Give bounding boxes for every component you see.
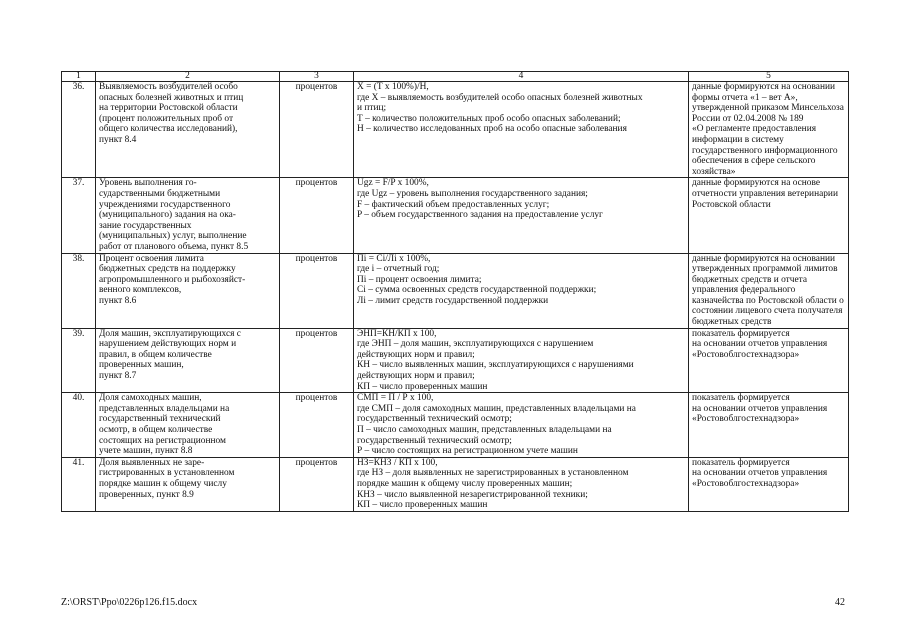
text-line: (процент положительных проб от	[99, 113, 234, 124]
text-line: Х = (Т х 100%)/Н,	[357, 82, 429, 92]
text-line: КНЗ – число выявленной незарегистрированной техники;	[357, 489, 588, 500]
table-row	[62, 393, 849, 458]
text-line: Н – количество исследованных проб на особо опасные заболевания	[357, 124, 627, 135]
text-line: казначейства по Ростовской области о	[692, 295, 844, 306]
text-line: учете машин, пункт 8.8	[99, 446, 193, 457]
text-line: Ugz = F/P x 100%,	[357, 178, 429, 189]
table-header-row	[62, 72, 849, 82]
text-line: государственный технический	[99, 414, 221, 425]
unit-of-measure: процентов	[280, 393, 354, 458]
row-number: 36.	[62, 82, 96, 178]
text-line: Лi – лимит средств государственной поддержки	[357, 295, 549, 306]
text-line: P – объем государственного задания на предоставление услуг	[357, 210, 603, 221]
text-line: действующих норм и правил;	[357, 371, 475, 382]
text-line: (муниципального) задания на ока-	[99, 210, 236, 221]
text-line: Выявляемость возбудителей особо	[99, 82, 238, 92]
text-line: «О регламенте предоставления	[692, 124, 817, 135]
calculation-formula	[354, 328, 689, 393]
header-cell: 1	[62, 72, 96, 82]
unit-of-measure: процентов	[280, 253, 354, 328]
text-line: где Ugz – уровень выполнения государственного задания;	[357, 188, 588, 199]
text-line: агропромышленного и рыбохозяйст-	[99, 274, 246, 285]
text-line: государственного информационного	[692, 145, 838, 156]
calculation-formula	[354, 393, 689, 458]
table-row	[62, 328, 849, 393]
calculation-formula	[354, 178, 689, 253]
indicator-name	[96, 393, 280, 458]
data-source	[689, 328, 849, 393]
text-line: на основании отчетов управления	[692, 403, 828, 414]
text-line: действующих норм и правил;	[357, 349, 475, 360]
indicator-name	[96, 253, 280, 328]
text-line: П – число самоходных машин, представленных владельцами на	[357, 425, 612, 435]
text-line: учреждениями государственного	[99, 199, 231, 210]
indicator-name	[96, 328, 280, 393]
text-line: бюджетных средств	[692, 317, 772, 328]
text-line: где СМП – доля самоходных машин, представленных владельцами на	[357, 403, 636, 414]
text-line: гистрированных в установленном	[99, 468, 235, 479]
text-line: где Х – выявляемость возбудителей особо опасных болезней животных	[357, 92, 643, 103]
text-line: венного комплексов,	[99, 285, 182, 296]
text-line: осмотр, в общем количестве	[99, 425, 213, 435]
row-number: 39.	[62, 328, 96, 393]
text-line: проверенных, пункт 8.9	[99, 489, 194, 500]
text-line: показатель формируется	[692, 457, 790, 468]
text-line: F – фактический объем предоставленных услуг;	[357, 199, 550, 210]
text-line: где НЗ – доля выявленных не зарегистрированных в установленном	[357, 468, 629, 479]
text-line: России от 02.04.2008 № 189	[692, 113, 804, 124]
footer-file-path: Z:\ORST\Ppo\0226p126.f15.docx	[61, 597, 198, 608]
data-source	[689, 393, 849, 458]
text-line: зание государственных	[99, 220, 192, 231]
text-line: Пi – процент освоения лимита;	[357, 274, 482, 285]
text-line: Уровень выполнения го-	[99, 178, 197, 189]
indicator-name	[96, 457, 280, 511]
text-line: Доля выявленных не заре-	[99, 457, 205, 468]
text-line: пункт 8.6	[99, 295, 137, 306]
header-cell: 3	[280, 72, 354, 82]
text-line: Сi – сумма освоенных средств государственной поддержки;	[357, 285, 597, 296]
table-row	[62, 457, 849, 511]
text-line: Доля машин, эксплуатирующихся с	[99, 328, 241, 339]
text-line: пункт 8.7	[99, 371, 137, 382]
footer-page-number: 42	[835, 597, 845, 608]
text-line: представленных владельцами на	[99, 403, 230, 414]
data-source	[689, 82, 849, 178]
text-line: Т – количество положительных проб особо опасных заболеваний;	[357, 113, 621, 124]
text-line: отчетности управления ветеринарии	[692, 188, 838, 199]
table-row	[62, 82, 849, 178]
text-line: НЗ=КНЗ / КП х 100,	[357, 457, 438, 468]
row-number: 38.	[62, 253, 96, 328]
text-line: опасных болезней животных и птиц	[99, 92, 244, 103]
text-line: пункт 8.4	[99, 134, 137, 145]
text-line: где i – отчетный год;	[357, 264, 440, 275]
text-line: КП – число проверенных машин	[357, 381, 488, 392]
header-cell: 4	[354, 72, 689, 82]
text-line: бюджетных средств на поддержку	[99, 264, 236, 275]
text-line: проверенных машин,	[99, 360, 184, 371]
text-line: обеспечения в сфере сельского	[692, 156, 816, 167]
data-source	[689, 457, 849, 511]
text-line: «Ростовоблгостехнадзора»	[692, 414, 800, 425]
text-line: Пi = Сi/Лi х 100%,	[357, 253, 431, 264]
text-line: порядке машин к общему числу проверенных машин;	[357, 478, 573, 489]
data-source	[689, 253, 849, 328]
text-line: Процент освоения лимита	[99, 253, 204, 264]
text-line: хозяйства»	[692, 166, 736, 177]
row-number: 37.	[62, 178, 96, 253]
text-line: сударственными бюджетными	[99, 188, 221, 199]
unit-of-measure: процентов	[280, 178, 354, 253]
text-line: показатель формируется	[692, 328, 790, 339]
text-line: и птиц;	[357, 103, 387, 114]
text-line: «Ростовоблгостехнадзора»	[692, 478, 800, 489]
text-line: Доля самоходных машин,	[99, 393, 202, 404]
text-line: ЭНП=КН/КП х 100,	[357, 328, 437, 339]
text-line: данные формируются на основании	[692, 82, 836, 92]
text-line: «Ростовоблгостехнадзора»	[692, 349, 800, 360]
text-line: формы отчета «1 – вет А»,	[692, 92, 798, 103]
text-line: КП – число проверенных машин	[357, 500, 488, 511]
text-line: данные формируются на основе	[692, 178, 821, 189]
text-line: работ от планового объема, пункт 8.5	[99, 241, 249, 252]
header-cell: 5	[689, 72, 849, 82]
row-number: 41.	[62, 457, 96, 511]
text-line: данные формируются на основании	[692, 253, 836, 264]
text-line: где ЭНП – доля машин, эксплуатирующихся с нарушением	[357, 339, 594, 350]
table-row	[62, 253, 849, 328]
text-line: состоящих на регистрационном	[99, 435, 226, 446]
indicator-name	[96, 82, 280, 178]
calculation-formula	[354, 457, 689, 511]
text-line: СМП = П / Р х 100,	[357, 393, 434, 404]
text-line: на территории Ростовской области	[99, 103, 238, 114]
indicator-name	[96, 178, 280, 253]
unit-of-measure: процентов	[280, 457, 354, 511]
text-line: КН – число выявленных машин, эксплуатирующихся с нарушениями	[357, 360, 634, 371]
unit-of-measure: процентов	[280, 328, 354, 393]
text-line: порядке машин к общему числу	[99, 478, 227, 489]
header-cell: 2	[96, 72, 280, 82]
row-number: 40.	[62, 393, 96, 458]
text-line: на основании отчетов управления	[692, 468, 828, 479]
text-line: информации в систему	[692, 134, 784, 145]
calculation-formula	[354, 253, 689, 328]
text-line: утвержденной приказом Минсельхоза	[692, 103, 844, 114]
table-row	[62, 178, 849, 253]
text-line: бюджетных средств и отчета	[692, 274, 807, 285]
text-line: общего количества исследований),	[99, 124, 238, 135]
calculation-formula	[354, 82, 689, 178]
text-line: показатель формируется	[692, 393, 790, 404]
text-line: нарушением действующих норм и	[99, 339, 237, 350]
text-line: государственный технический осмотр;	[357, 414, 512, 425]
text-line: управления федерального	[692, 285, 796, 296]
text-line: утвержденных программой лимитов	[692, 264, 838, 275]
indicators-table	[61, 71, 849, 512]
text-line: Ростовской области	[692, 199, 771, 210]
text-line: (муниципальных) услуг, выполнение	[99, 231, 247, 242]
data-source	[689, 178, 849, 253]
text-line: состоянии лицевого счета получателя	[692, 306, 843, 317]
text-line: правил, в общем количестве	[99, 349, 212, 360]
text-line: на основании отчетов управления	[692, 339, 828, 350]
text-line: Р – число состоящих на регистрационном учете машин	[357, 446, 578, 457]
unit-of-measure: процентов	[280, 82, 354, 178]
text-line: государственный технический осмотр;	[357, 435, 512, 446]
